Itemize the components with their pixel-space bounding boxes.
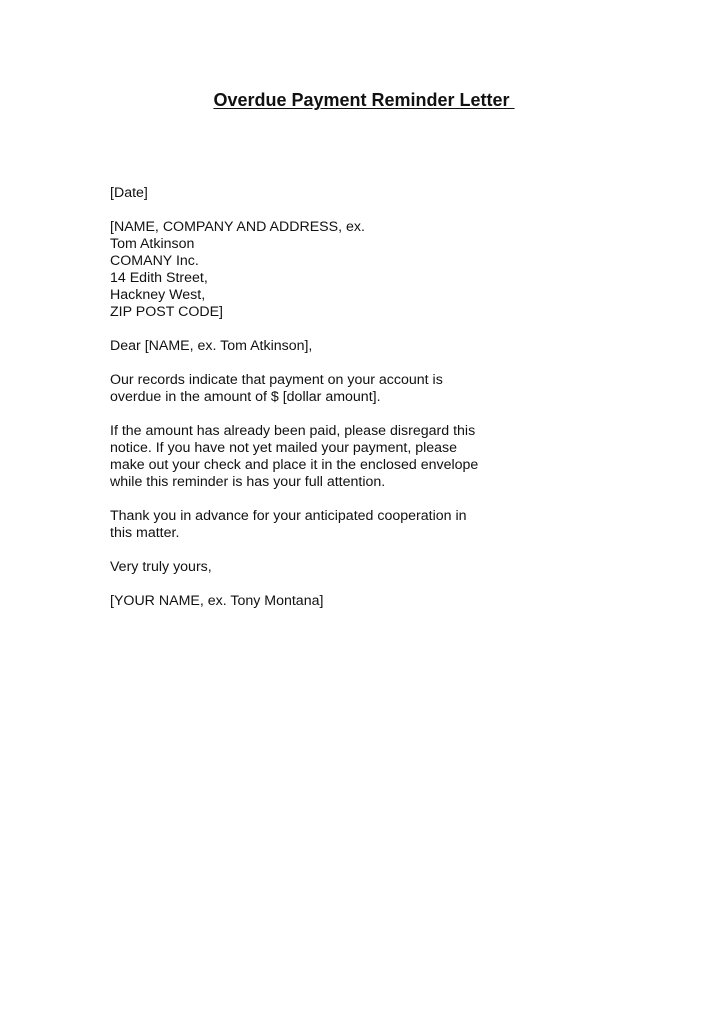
paragraph-overdue-notice	[110, 372, 530, 406]
paragraph-line: while this reminder is has your full attention.	[110, 474, 386, 490]
paragraph-line: If the amount has already been paid, please disregard this	[110, 423, 476, 439]
paragraph-thanks	[110, 508, 530, 542]
address-line: ZIP POST CODE]	[110, 304, 224, 320]
paragraph-line: notice. If you have not yet mailed your payment, please	[110, 440, 458, 456]
paragraph-line: make out your check and place it in the enclosed envelope	[110, 457, 479, 473]
address-line: 14 Edith Street,	[110, 270, 208, 286]
paragraph-line: Thank you in advance for your anticipated cooperation in	[110, 508, 467, 524]
closing: Very truly yours,	[110, 559, 212, 575]
salutation: Dear [NAME, ex. Tom Atkinson],	[110, 338, 313, 354]
letter-title	[0, 89, 728, 111]
date-line: [Date]	[110, 185, 148, 201]
signature: [YOUR NAME, ex. Tony Montana]	[110, 593, 324, 609]
paragraph-payment-instructions	[110, 423, 530, 491]
address-line: Hackney West,	[110, 287, 206, 303]
letter-body	[110, 185, 530, 627]
recipient-address-block	[110, 219, 530, 321]
address-line: COMANY Inc.	[110, 253, 199, 269]
paragraph-line: this matter.	[110, 525, 180, 541]
paragraph-line: Our records indicate that payment on your account is	[110, 372, 443, 388]
address-line: [NAME, COMPANY AND ADDRESS, ex.	[110, 219, 365, 235]
address-line: Tom Atkinson	[110, 236, 195, 252]
paragraph-line: overdue in the amount of $ [dollar amount].	[110, 389, 381, 405]
letter-title-text: Overdue Payment Reminder Letter	[213, 90, 515, 110]
